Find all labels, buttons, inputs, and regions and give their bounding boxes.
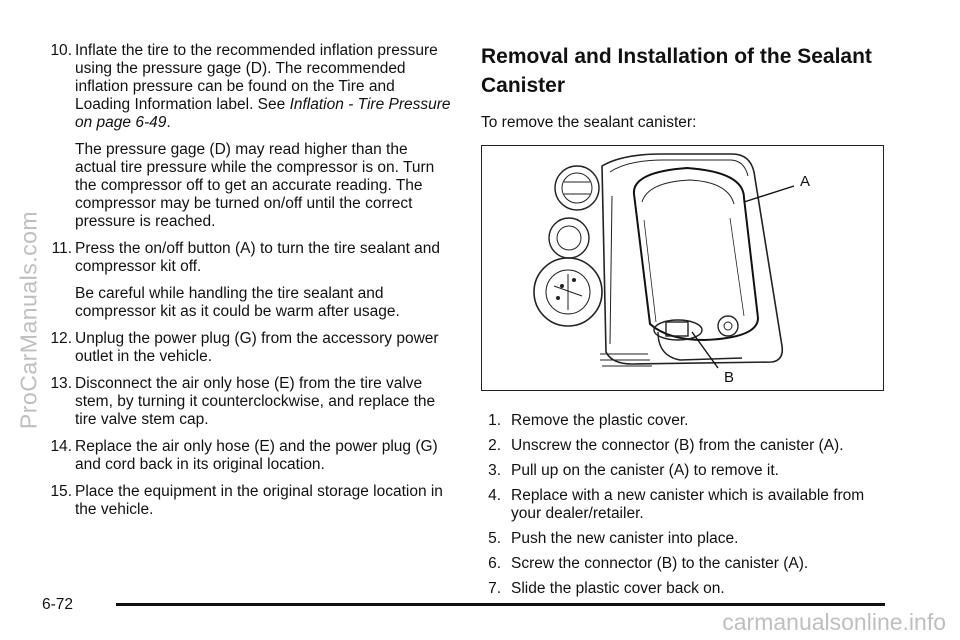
side-watermark-text: ProCarManuals.com [15, 210, 42, 430]
step-14 [42, 438, 452, 474]
step-13 [42, 375, 452, 429]
step-text [75, 42, 452, 132]
callout-label-a: A [800, 173, 811, 190]
step-number: 12 . [42, 330, 72, 348]
step-10 [42, 42, 452, 132]
section-heading: Removal and Installation of the Sealant Canister [481, 45, 872, 97]
step-text: Unscrew the connector (B) from the canister (A). [511, 437, 844, 454]
step-text: Disconnect the air only hose (E) from the tire valve stem, by turning it counterclockwise, and replace the tire valve stem cap. [75, 375, 436, 428]
step-number: 1 . [481, 412, 501, 430]
step-11-note: Be careful while handling the tire sealant and compressor kit as it could be warm after usage. [75, 285, 400, 320]
section-intro: To remove the sealant canister: [481, 114, 697, 131]
step-number: 10 . [42, 42, 72, 60]
step-text-part: Inflate the tire to the recommended inflation pressure using the pressure gage (D). The recommended inflation pressure can be found on the Tire and Loading Information label. See [75, 42, 438, 113]
step-text: Replace with a new canister which is available from your dealer/retailer. [511, 487, 865, 522]
list-item [481, 530, 889, 548]
step-text: Place the equipment in the original storage location in the vehicle. [75, 483, 443, 518]
step-text: Remove the plastic cover. [511, 412, 689, 429]
step-text-part: . [166, 114, 171, 131]
step-number: 6 . [481, 555, 501, 573]
cross-reference-link[interactable]: Inflation - Tire Pressure on page 6-49 [75, 96, 451, 131]
sealant-canister-illustration [481, 145, 884, 391]
callout-label-b: B [724, 369, 735, 386]
removal-steps [481, 412, 889, 598]
left-column [42, 42, 452, 528]
footer-rule [116, 603, 885, 606]
list-item [481, 555, 889, 573]
step-11 [42, 240, 452, 276]
step-text: Unplug the power plug (G) from the accessory power outlet in the vehicle. [75, 330, 439, 365]
page-number: 6-72 [42, 596, 74, 613]
list-item [481, 412, 889, 430]
step-number: 7 . [481, 580, 501, 598]
step-number: 5 . [481, 530, 501, 548]
step-number: 2 . [481, 437, 501, 455]
step-number: 3 . [481, 462, 501, 480]
canister-drawing [482, 146, 882, 389]
step-number: 14 . [42, 438, 72, 456]
bottom-watermark: carmanualsonline.info [722, 609, 946, 635]
step-text: Replace the air only hose (E) and the power plug (G) and cord back in its original location. [75, 438, 438, 473]
step-15 [42, 483, 452, 519]
step-text: Push the new canister into place. [511, 530, 739, 547]
step-text: Slide the plastic cover back on. [511, 580, 725, 597]
step-text: Pull up on the canister (A) to remove it. [511, 462, 779, 479]
step-12 [42, 330, 452, 366]
step-number: 4 . [481, 487, 501, 505]
list-item [481, 487, 889, 523]
list-item [481, 580, 889, 598]
right-column [481, 42, 889, 605]
step-number: 11 . [42, 240, 72, 258]
list-item [481, 462, 889, 480]
step-text: Press the on/off button (A) to turn the tire sealant and compressor kit off. [75, 240, 441, 275]
list-item [481, 437, 889, 455]
step-number: 13 . [42, 375, 72, 393]
step-10-note: The pressure gage (D) may read higher than the actual tire pressure while the compressor is on. Turn the compressor off to get an accurate reading. The compressor may be turned on/off until the correct pressure is reached. [75, 141, 435, 230]
step-text: Screw the connector (B) to the canister (A). [511, 555, 809, 572]
step-number: 15 . [42, 483, 72, 501]
